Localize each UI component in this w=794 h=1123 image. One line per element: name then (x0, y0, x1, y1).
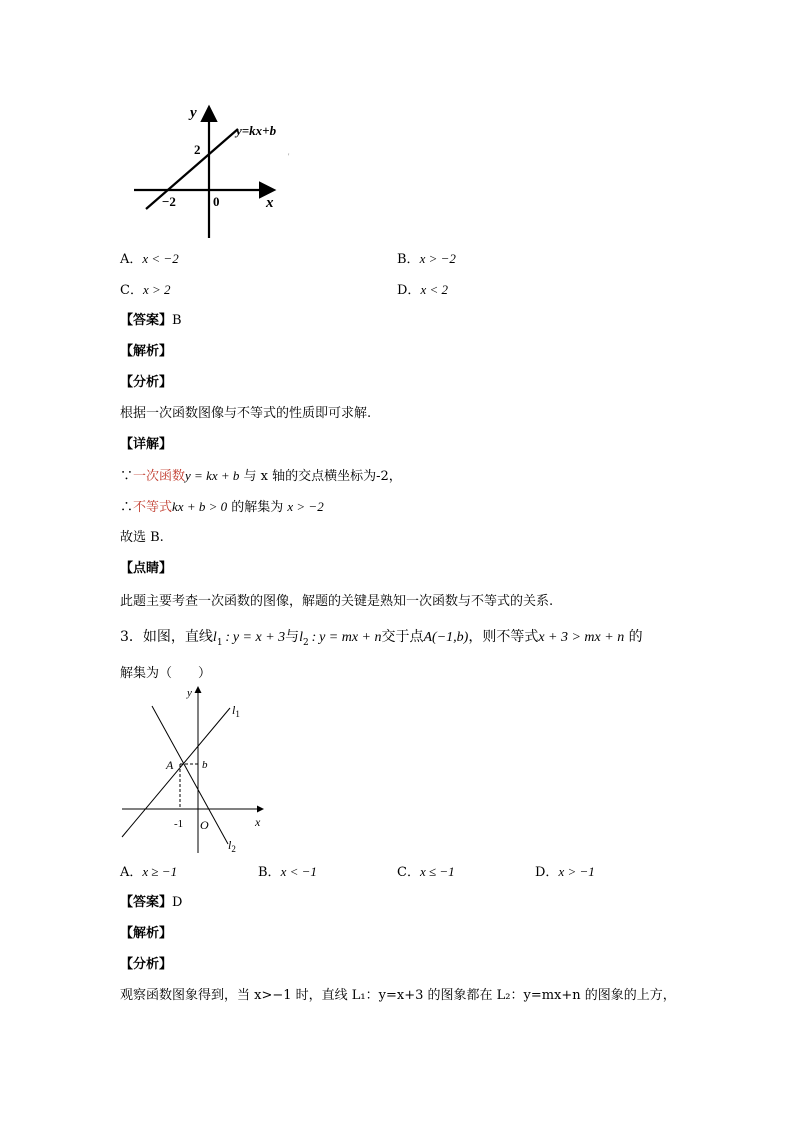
y-axis-label: y (187, 687, 192, 699)
option-expr: x < −2 (142, 251, 179, 266)
inequality-expr: x + 3 > mx + n (538, 630, 625, 645)
point-a-label: A (166, 758, 174, 772)
q2-detail-line-2 (120, 498, 324, 517)
option-letter: D． (397, 283, 421, 298)
l2-symbol: l (299, 630, 304, 645)
line-label: y=kx+b (236, 123, 277, 138)
inequality-text: ，则不等式 (468, 629, 539, 645)
option-letter: A． (120, 252, 143, 267)
option-letter: C． (397, 865, 420, 880)
q2-option-c (120, 281, 171, 300)
l2-label: $l_2$ (228, 838, 236, 854)
origin-label: O (200, 818, 209, 832)
detail-text: 的解集为 (227, 500, 288, 515)
stem-prefix: 3．如图，直线 (120, 629, 213, 645)
option-expr: x < −1 (280, 864, 317, 879)
inequality-expr: kx + b > 0 (172, 499, 228, 514)
q2-analysis-tag: 【解析】 (120, 344, 173, 359)
answer-tag: 【答案】 (120, 895, 173, 910)
detail-text: 与 x 轴的交点横坐标为-2， (239, 469, 402, 484)
option-expr: x ≥ −1 (142, 864, 178, 879)
l2-subscript: 2 (303, 637, 309, 648)
y-axis-label: y (190, 105, 197, 121)
answer-value: B (172, 313, 182, 328)
origin-label: 0 (213, 194, 220, 209)
q2-fenxi-text: 根据一次函数图像与不等式的性质即可求解. (120, 406, 372, 421)
q3-stem-line-1: 3．如图，直线$l_1$ : y = x + 3与$l_2$ : y = mx + n交于点A(−1,b)，则不等式x + 3 > mx + n 的 (120, 629, 643, 648)
option-expr: x < 2 (420, 282, 448, 297)
figure-2-graph (118, 682, 268, 858)
because-symbol: ∵ (120, 469, 134, 484)
q2-option-d (397, 281, 448, 300)
b-label: b (202, 759, 208, 771)
answer-value: D (172, 895, 183, 910)
q3-fenxi-text: 观察函数图象得到，当 x>−1 时，直线 L₁：y=x+3 的图象都在 L₂：y=mx+n 的图象的上方， (120, 988, 676, 1003)
stray-mark: ' (288, 152, 290, 161)
option-expr: x > 2 (142, 282, 171, 297)
l1-label: $l_1$ (232, 703, 240, 719)
answer-tag: 【答案】 (120, 313, 173, 328)
function-expr: y = kx + b (185, 468, 240, 483)
x-axis-label: x (266, 195, 274, 211)
q2-conclusion: 故选 B. (120, 530, 164, 545)
y-intercept-label: 2 (194, 142, 201, 157)
line-l2 (152, 706, 228, 844)
q3-option-a (120, 863, 177, 882)
therefore-symbol: ∴ (120, 500, 134, 515)
figure-1-graph (120, 95, 320, 245)
q3-analysis-tag: 【解析】 (120, 926, 173, 941)
red-term: 一次函数 (133, 469, 186, 484)
q2-option-b (397, 250, 456, 269)
point-a: A(−1,b) (423, 630, 469, 645)
intersect-text: 交于点 (381, 629, 424, 645)
q2-option-a (120, 250, 179, 269)
q2-comment-text: 此题主要考查一次函数的图像，解题的关键是熟知一次函数与不等式的关系. (120, 594, 554, 609)
option-expr: x > −1 (558, 864, 595, 879)
neg1-label: -1 (174, 818, 184, 830)
option-expr: x > −2 (419, 251, 456, 266)
l1-symbol: l (212, 630, 217, 645)
l1-subscript: 1 (216, 637, 223, 648)
option-expr: x ≤ −1 (419, 864, 455, 879)
q3-fenxi-tag: 【分析】 (120, 957, 173, 972)
option-letter: D． (535, 865, 559, 880)
l1-equation: y = x + 3 (232, 630, 286, 645)
option-letter: B． (397, 252, 420, 267)
line-y-kx-b (146, 129, 238, 209)
option-letter: C． (120, 283, 143, 298)
q2-fenxi-tag: 【分析】 (120, 375, 173, 390)
q2-detail-line-1 (120, 467, 402, 486)
q3-answer (120, 894, 182, 912)
and-word: 与 (285, 629, 300, 645)
solution-expr: x > −2 (287, 499, 324, 514)
q3-option-b (258, 863, 317, 882)
option-letter: B． (258, 865, 281, 880)
x-axis-label: x (255, 815, 261, 829)
l2-equation: y = mx + n (319, 630, 382, 645)
q3-option-d (535, 863, 595, 882)
q3-option-c (397, 863, 455, 882)
q3-stem-line-2: 解集为（ ） (120, 666, 212, 681)
red-term: 不等式 (133, 500, 173, 515)
de-word: 的 (624, 629, 643, 645)
q2-detail-tag: 【详解】 (120, 437, 173, 452)
q2-comment-tag: 【点睛】 (120, 561, 173, 576)
option-letter: A． (120, 865, 143, 880)
x-intercept-label: −2 (162, 194, 176, 209)
q2-answer (120, 312, 182, 330)
